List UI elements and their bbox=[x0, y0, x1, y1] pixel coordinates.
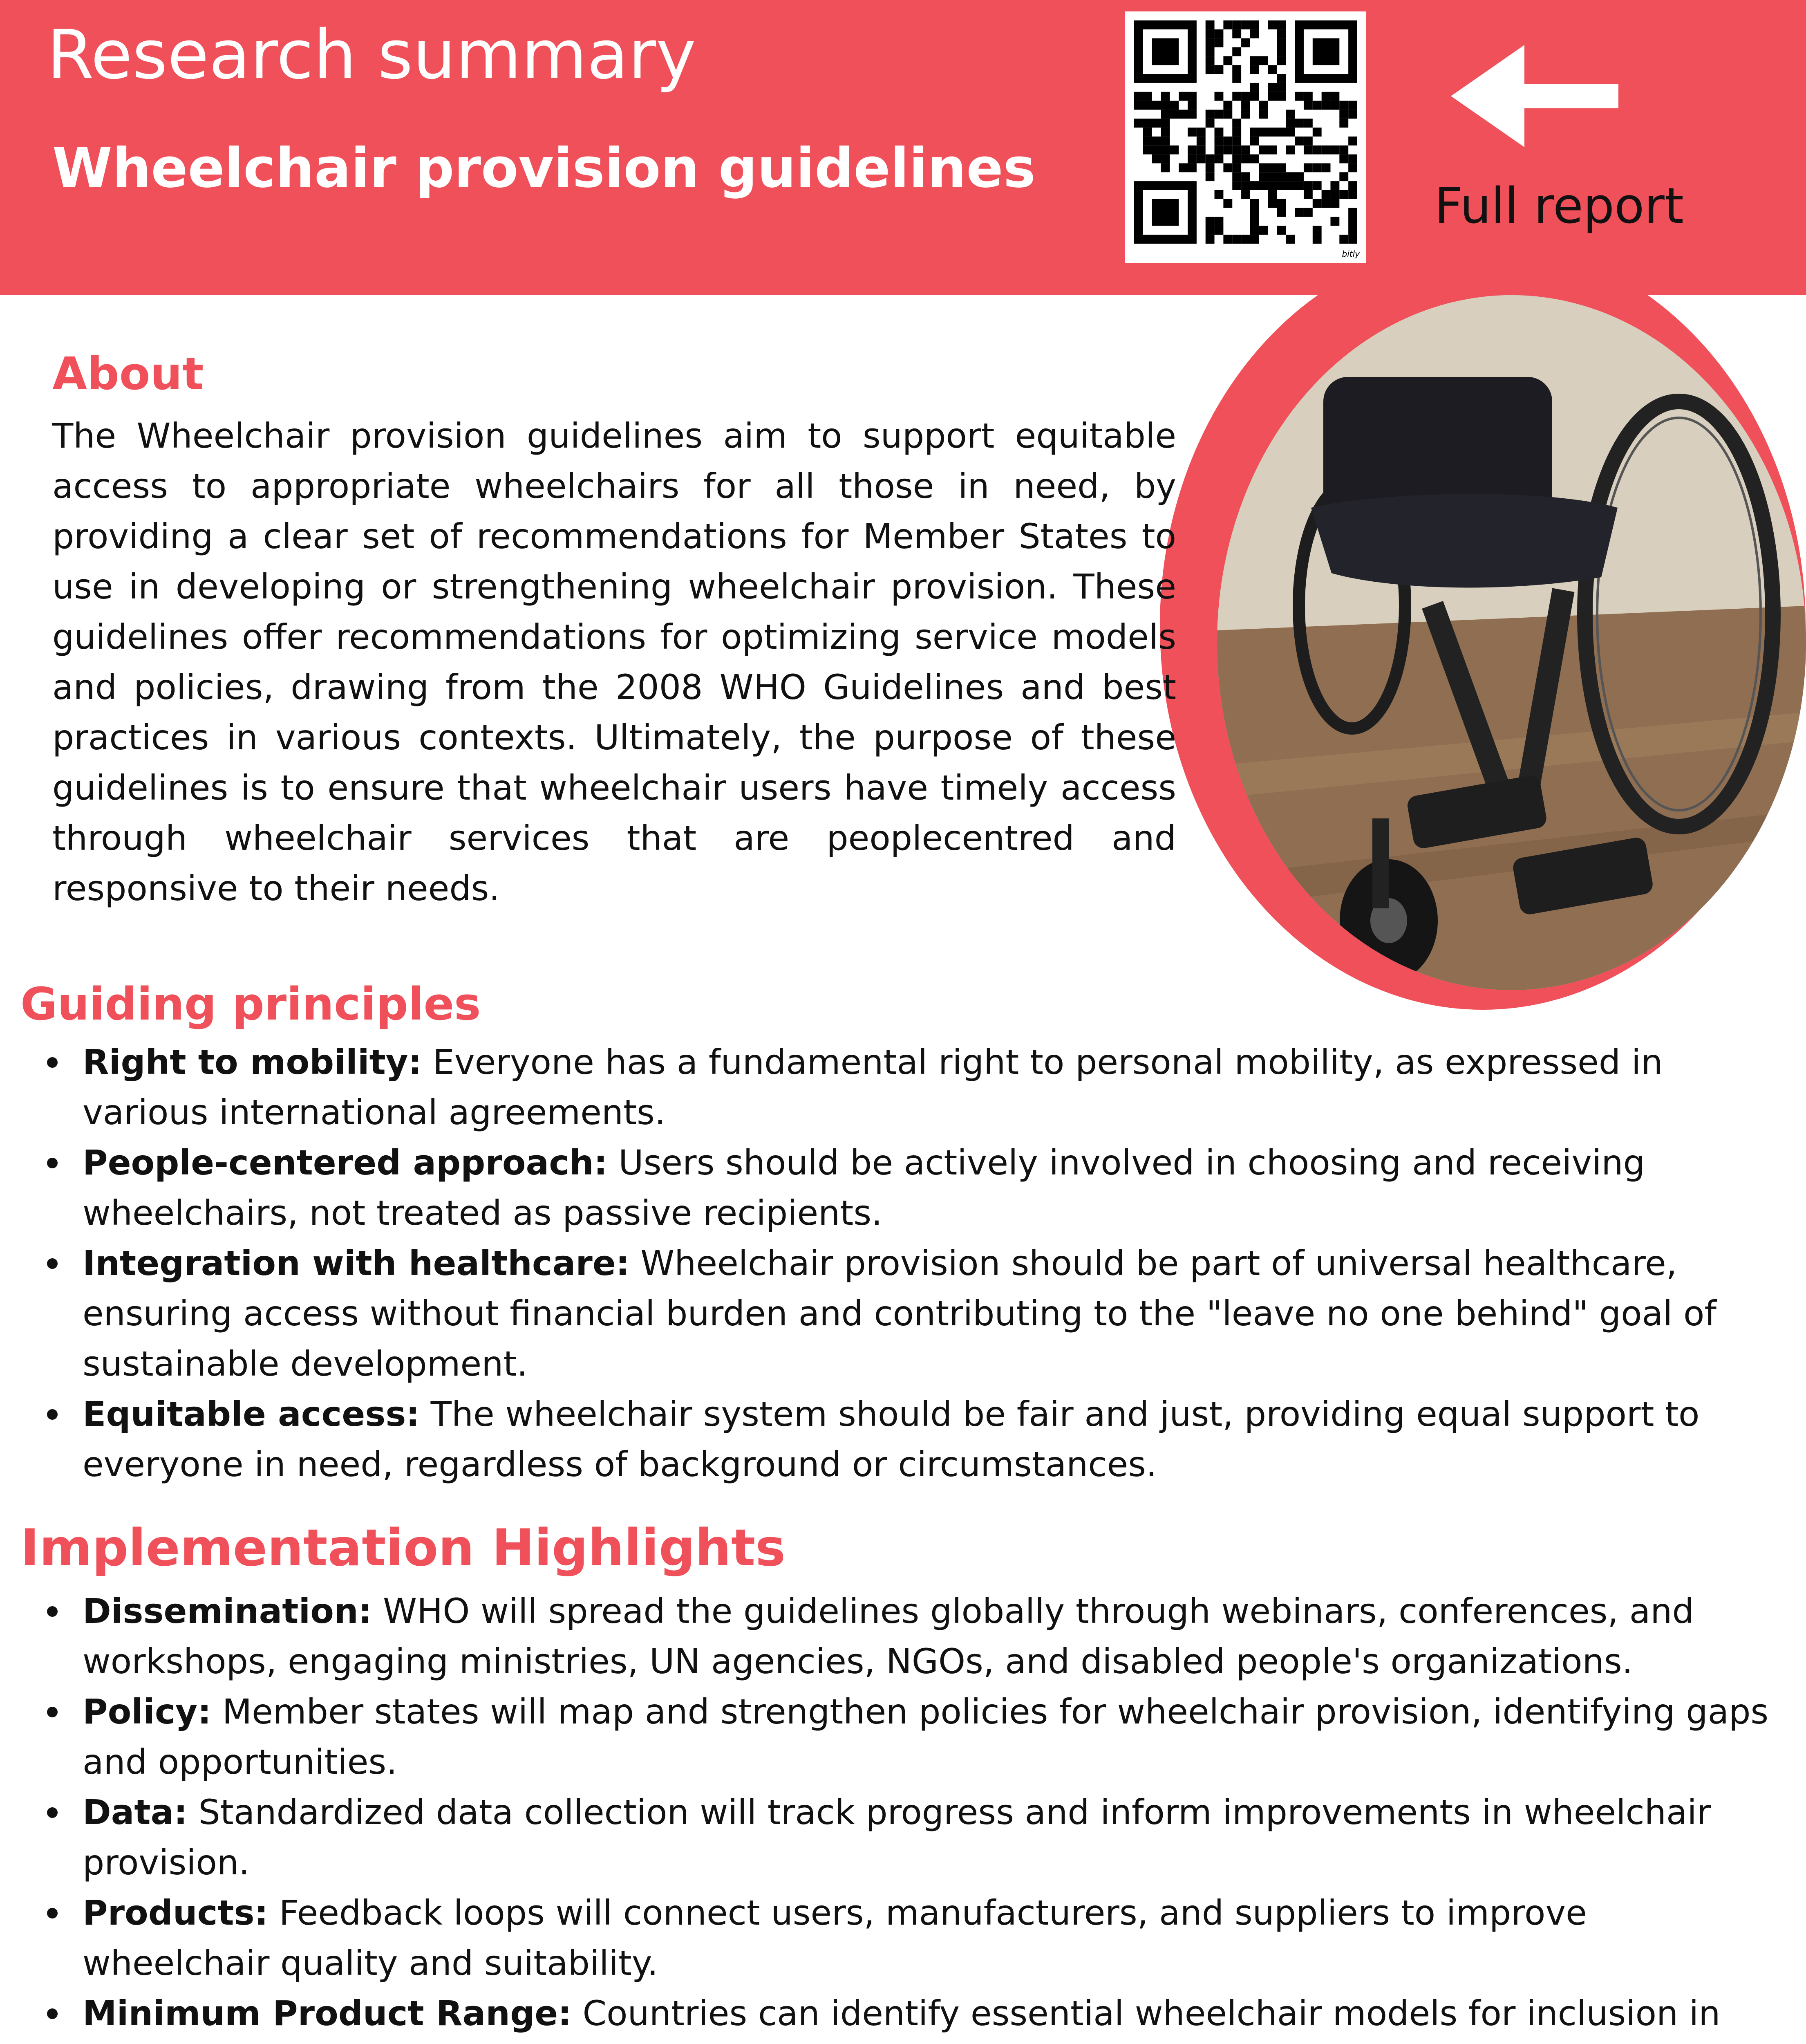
list-item bbox=[0, 1389, 1770, 1490]
list-item bbox=[0, 1138, 1770, 1238]
full-report-link[interactable]: Full report bbox=[1435, 178, 1684, 235]
guiding-principles-list bbox=[0, 1037, 1770, 1490]
wheelchair-photo bbox=[1217, 295, 1806, 990]
list-item-text: Users should be actively involved in choosing and receiving wheelchairs, not treated as passive recipients. bbox=[83, 1143, 1645, 1233]
list-item-text: Feedback loops will connect users, manufacturers, and suppliers to improve wheelchair quality and suitability. bbox=[83, 1893, 1587, 1983]
guiding-principles-heading: Guiding principles bbox=[20, 978, 481, 1030]
list-item-text: Wheelchair provision should be part of universal healthcare, ensuring access without financial burden and contributing to the "leave no one behind" goal of sustainable development. bbox=[83, 1243, 1716, 1384]
qr-brand-label: bitly bbox=[1342, 249, 1360, 259]
qr-code[interactable] bbox=[1125, 11, 1366, 263]
list-item-term: Policy: bbox=[83, 1692, 211, 1732]
list-item-text: The wheelchair system should be fair and just, providing equal support to everyone in need, regardless of background or circumstances. bbox=[83, 1394, 1700, 1484]
list-item bbox=[0, 1687, 1770, 1787]
list-item bbox=[0, 1888, 1770, 1988]
list-item-term: Data: bbox=[83, 1792, 188, 1832]
list-item bbox=[0, 1787, 1770, 1888]
list-item-term: Integration with healthcare: bbox=[83, 1243, 630, 1283]
qr-code-icon bbox=[1134, 20, 1357, 244]
list-item-term: Equitable access: bbox=[83, 1394, 420, 1434]
list-item-text: Member states will map and strengthen policies for wheelchair provision, identifying gaps and opportunities. bbox=[83, 1692, 1769, 1782]
implementation-highlights-heading: Implementation Highlights bbox=[20, 1519, 786, 1578]
list-item bbox=[0, 1586, 1770, 1687]
list-item-term: People-centered approach: bbox=[83, 1143, 608, 1183]
document-kicker: Research summary bbox=[47, 16, 696, 94]
list-item bbox=[0, 1238, 1770, 1389]
list-item-term: Dissemination: bbox=[83, 1591, 372, 1631]
list-item-term: Right to mobility: bbox=[83, 1042, 422, 1082]
wheelchair-illustration bbox=[1217, 295, 1806, 990]
implementation-highlights-list bbox=[0, 1586, 1770, 2044]
list-item-term: Minimum Product Range: bbox=[83, 1993, 572, 2033]
document-title: Wheelchair provision guidelines bbox=[52, 137, 1036, 200]
list-item-text: Countries can identify essential wheelchair models for inclusion in bbox=[582, 1993, 1721, 2033]
list-item-term: Products: bbox=[83, 1893, 269, 1933]
list-item-text: Everyone has a fundamental right to personal mobility, as expressed in various international agreements. bbox=[83, 1042, 1663, 1132]
list-item-text: Standardized data collection will track progress and inform improvements in wheelchair provision. bbox=[83, 1792, 1711, 1883]
arrow-left-icon bbox=[1451, 45, 1618, 147]
list-item bbox=[0, 1988, 1770, 2044]
list-item-text: WHO will spread the guidelines globally through webinars, conferences, and workshops, engaging ministries, UN agencies, NGOs, and disabled people's organizations. bbox=[83, 1591, 1694, 1681]
about-paragraph: The Wheelchair provision guidelines aim to support equitable access to appropriate wheelchairs for all those in need, by providing a clear set of recommendations for Member States to use in developing or strengthening wheelchair provision. These guidelines offer recommendations for optimizing service models and policies, drawing from the 2008 WHO Guidelines and best practices in various contexts. Ultimately, the purpose of these guidelines is to ensure that wheelchair users have timely access through wheelchair services that are peoplecentred and responsive to their needs. bbox=[52, 416, 1176, 908]
list-item bbox=[0, 1037, 1770, 1138]
about-heading: About bbox=[52, 347, 204, 400]
